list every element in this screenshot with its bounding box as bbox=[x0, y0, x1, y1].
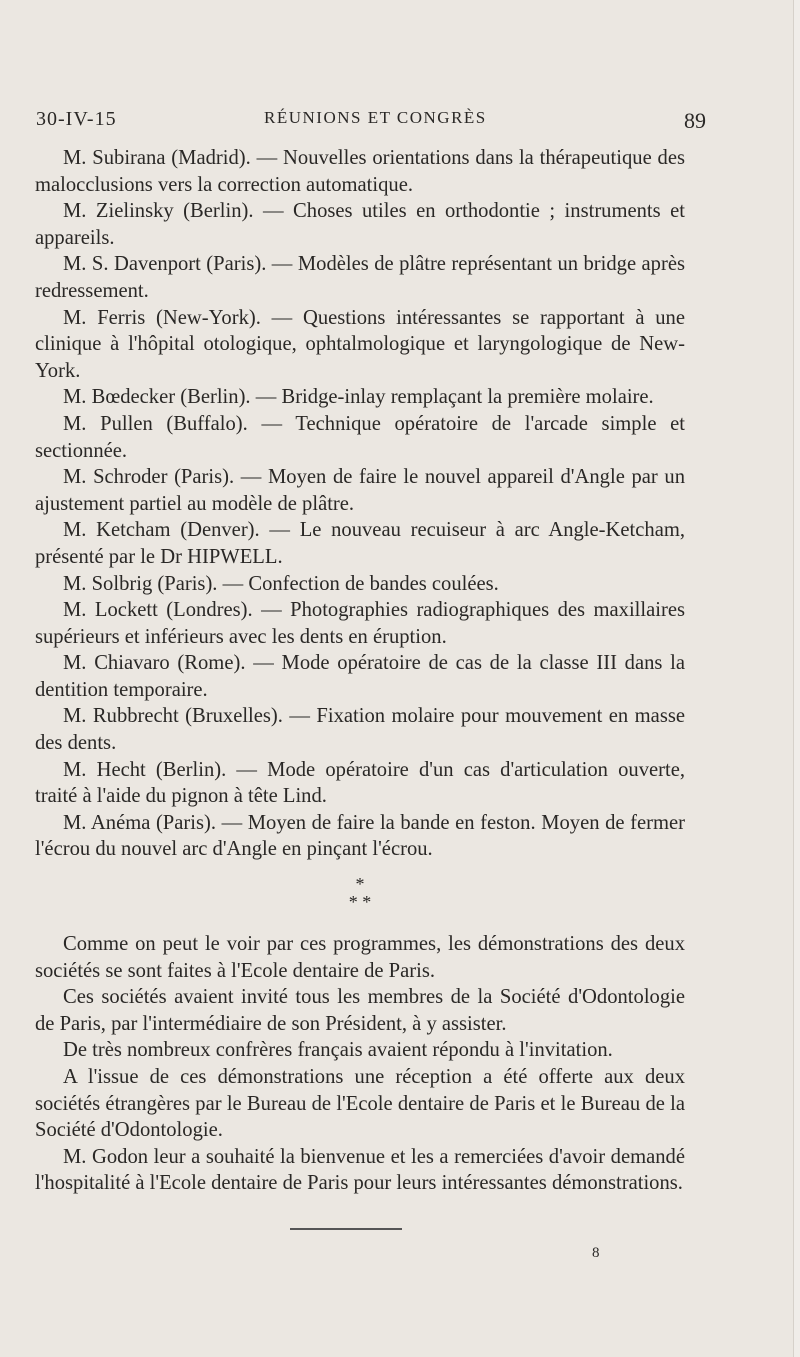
footer-rule bbox=[290, 1228, 402, 1230]
paragraph: M. Solbrig (Paris). — Confection de bandes coulées. bbox=[63, 572, 499, 595]
closing-paragraph: M. Godon leur a souhaité la bienvenue et les a remerciées d'avoir demandé l'hospitalité à l'Ecole dentaire de Paris pour leurs intéressantes démonstrations. bbox=[35, 1145, 685, 1195]
asterism-separator bbox=[35, 863, 685, 931]
paragraph: M. Lockett (Londres). — Photographies radiographiques des maxillaires supérieurs et inférieurs avec les dents en éruption. bbox=[35, 599, 685, 648]
paragraph: M. Ferris (New-York). — Questions intéressantes se rapportant à une clinique à l'hôpital otologique, ophtalmologique et laryngologique de New-York. bbox=[35, 306, 685, 382]
closing-paragraph: De très nombreux confrères français avaient répondu à l'invitation. bbox=[63, 1039, 613, 1062]
paragraph: M. Rubbrecht (Bruxelles). — Fixation molaire pour mouvement en masse des dents. bbox=[35, 705, 685, 755]
paragraph: M. Schroder (Paris). — Moyen de faire le nouvel appareil d'Angle par un ajustement partiel au modèle de plâtre. bbox=[35, 466, 685, 515]
running-header bbox=[36, 108, 706, 138]
page-number: 89 bbox=[684, 108, 706, 133]
paragraph: M. Pullen (Buffalo). — Technique opératoire de l'arcade simple et sectionnée. bbox=[35, 412, 685, 462]
paragraph: M. Hecht (Berlin). — Mode opératoire d'un cas d'articulation ouverte, traité à l'aide du pignon à tête Lind. bbox=[35, 758, 685, 808]
page-edge bbox=[793, 0, 800, 1357]
paragraph: M. Zielinsky (Berlin). — Choses utiles en orthodontie ; instruments et appareils. bbox=[35, 200, 685, 249]
closing-paragraph: A l'issue de ces démonstrations une réception a été offerte aux deux sociétés étrangères par le Bureau de l'Ecole dentaire de Paris et le Bureau de la Société d'Odontologie. bbox=[35, 1066, 685, 1142]
signature-mark: 8 bbox=[592, 1245, 600, 1261]
paragraph: M. Anéma (Paris). — Moyen de faire la bande en feston. Moyen de fermer l'écrou du nouvel arc d'Angle en pinçant l'écrou. bbox=[35, 811, 685, 861]
paragraph: M. Ketcham (Denver). — Le nouveau recuiseur à arc Angle-Ketcham, présenté par le Dr HIPWELL. bbox=[35, 519, 685, 568]
header-title: RÉUNIONS ET CONGRÈS bbox=[264, 108, 487, 127]
closing-paragraph: Ces sociétés avaient invité tous les membres de la Société d'Odontologie de Paris, par l'intermédiaire de son Président, à y assister. bbox=[35, 986, 685, 1035]
paragraph: M. S. Davenport (Paris). — Modèles de plâtre représentant un bridge après redressement. bbox=[35, 253, 685, 302]
header-date: 30-IV-15 bbox=[36, 108, 117, 130]
paragraph: M. Subirana (Madrid). — Nouvelles orientations dans la thérapeutique des malocclusions vers la correction automatique. bbox=[35, 147, 685, 196]
closing-paragraph: Comme on peut le voir par ces programmes, les démonstrations des deux sociétés se sont faites à l'Ecole dentaire de Paris. bbox=[35, 933, 685, 982]
paragraph: M. Bœdecker (Berlin). — Bridge-inlay remplaçant la première molaire. bbox=[63, 386, 654, 409]
body-text bbox=[35, 145, 685, 1197]
paragraph: M. Chiavaro (Rome). — Mode opératoire de cas de la classe III dans la dentition temporaire. bbox=[35, 652, 685, 701]
asterism-top: * bbox=[355, 874, 365, 895]
asterism-bottom: * * bbox=[348, 892, 372, 913]
